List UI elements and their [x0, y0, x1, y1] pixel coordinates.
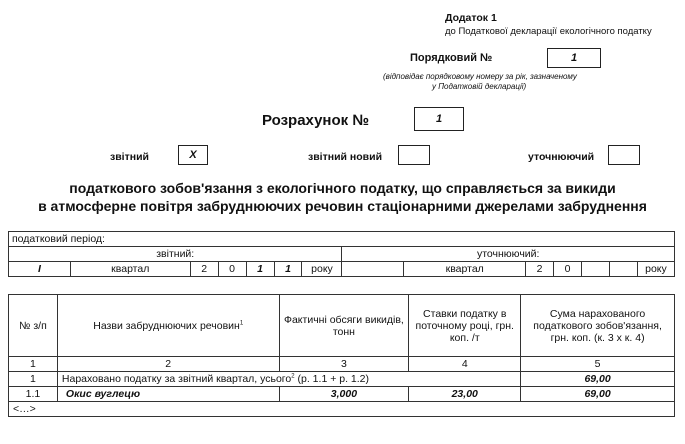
- reporting-label: звітний: [110, 151, 149, 163]
- header-sum: Сума нарахованого податкового зобов'язання, грн. коп. (к. 3 х к. 4): [521, 295, 675, 357]
- calc-label: Розрахунок №: [262, 112, 370, 129]
- rep-quarter-field[interactable]: I: [9, 262, 71, 277]
- clarifying-label: уточнюючий: [528, 151, 595, 163]
- col-number-5: 5: [521, 357, 675, 372]
- rep-quarter-word: квартал: [70, 262, 190, 277]
- total-row-number: 1: [9, 372, 58, 387]
- period-clarifying-label: уточнюючий:: [342, 247, 675, 262]
- calculation-table: [8, 294, 675, 417]
- header-volume: Фактичні обсяги викидів, тонн: [279, 295, 409, 357]
- header-number: № з/п: [9, 295, 58, 357]
- col-number-4: 4: [409, 357, 521, 372]
- col-number-3: 3: [279, 357, 409, 372]
- seq-number-field[interactable]: 1: [547, 48, 601, 68]
- seq-label: Порядковий №: [410, 52, 493, 64]
- title-line1: податкового зобов'язання з екологічного податку, що справляється за викиди: [69, 180, 616, 196]
- clar-year-word: року: [637, 262, 674, 277]
- tax-period-table: [8, 231, 675, 277]
- header-rate: Ставки податку в поточному році, грн. коп. /т: [409, 295, 521, 357]
- row-1-1-number: 1.1: [9, 387, 58, 402]
- rep-year-digit[interactable]: 1: [246, 262, 274, 277]
- header-substances: Назви забруднюючих речовин$^1$: [57, 295, 279, 357]
- row-1-1-rate[interactable]: 23,00: [409, 387, 521, 402]
- total-row-sum[interactable]: 69,00: [521, 372, 675, 387]
- calc-number-field[interactable]: 1: [414, 107, 464, 131]
- table-row: [9, 387, 675, 402]
- reporting-checkbox[interactable]: Х: [178, 145, 208, 165]
- ellipsis-row: <…>: [9, 402, 675, 417]
- row-1-1-sum[interactable]: 69,00: [521, 387, 675, 402]
- period-reporting-label: звітний:: [9, 247, 342, 262]
- rep-year-digit[interactable]: 1: [274, 262, 302, 277]
- rep-year-word: року: [302, 262, 342, 277]
- clar-year-digit[interactable]: [609, 262, 637, 277]
- table-row: [9, 372, 675, 387]
- clar-quarter-word: квартал: [404, 262, 526, 277]
- new-reporting-checkbox[interactable]: [398, 145, 430, 165]
- col-number-2: 2: [57, 357, 279, 372]
- clar-year-digit[interactable]: 2: [526, 262, 554, 277]
- seq-note-line2: у Податковій декларації): [432, 82, 527, 91]
- annex-title: Додаток 1: [445, 12, 497, 24]
- clarifying-checkbox[interactable]: [608, 145, 640, 165]
- title-line2: в атмосферне повітря забруднюючих речовин стаціонарними джерелами забруднення: [38, 198, 647, 214]
- rep-year-digit[interactable]: 2: [190, 262, 218, 277]
- annex-note: до Податкової декларації екологічного податку: [445, 26, 652, 37]
- clar-quarter-field[interactable]: [342, 262, 404, 277]
- new-reporting-label: звітний новий: [308, 151, 383, 163]
- row-1-1-name[interactable]: Окис вуглецю: [57, 387, 279, 402]
- col-number-1: 1: [9, 357, 58, 372]
- clar-year-digit[interactable]: [582, 262, 610, 277]
- seq-note-line1: (відповідає порядковому номеру за рік, зазначеному: [383, 72, 577, 81]
- table-row: [9, 402, 675, 417]
- row-1-1-volume[interactable]: 3,000: [279, 387, 409, 402]
- rep-year-digit[interactable]: 0: [218, 262, 246, 277]
- tax-period-label: податковий період:: [9, 232, 675, 247]
- clar-year-digit[interactable]: 0: [554, 262, 582, 277]
- total-row-name: Нараховано податку за звітний квартал, усього$^2$ (р. 1.1 + р. 1.2): [57, 372, 520, 387]
